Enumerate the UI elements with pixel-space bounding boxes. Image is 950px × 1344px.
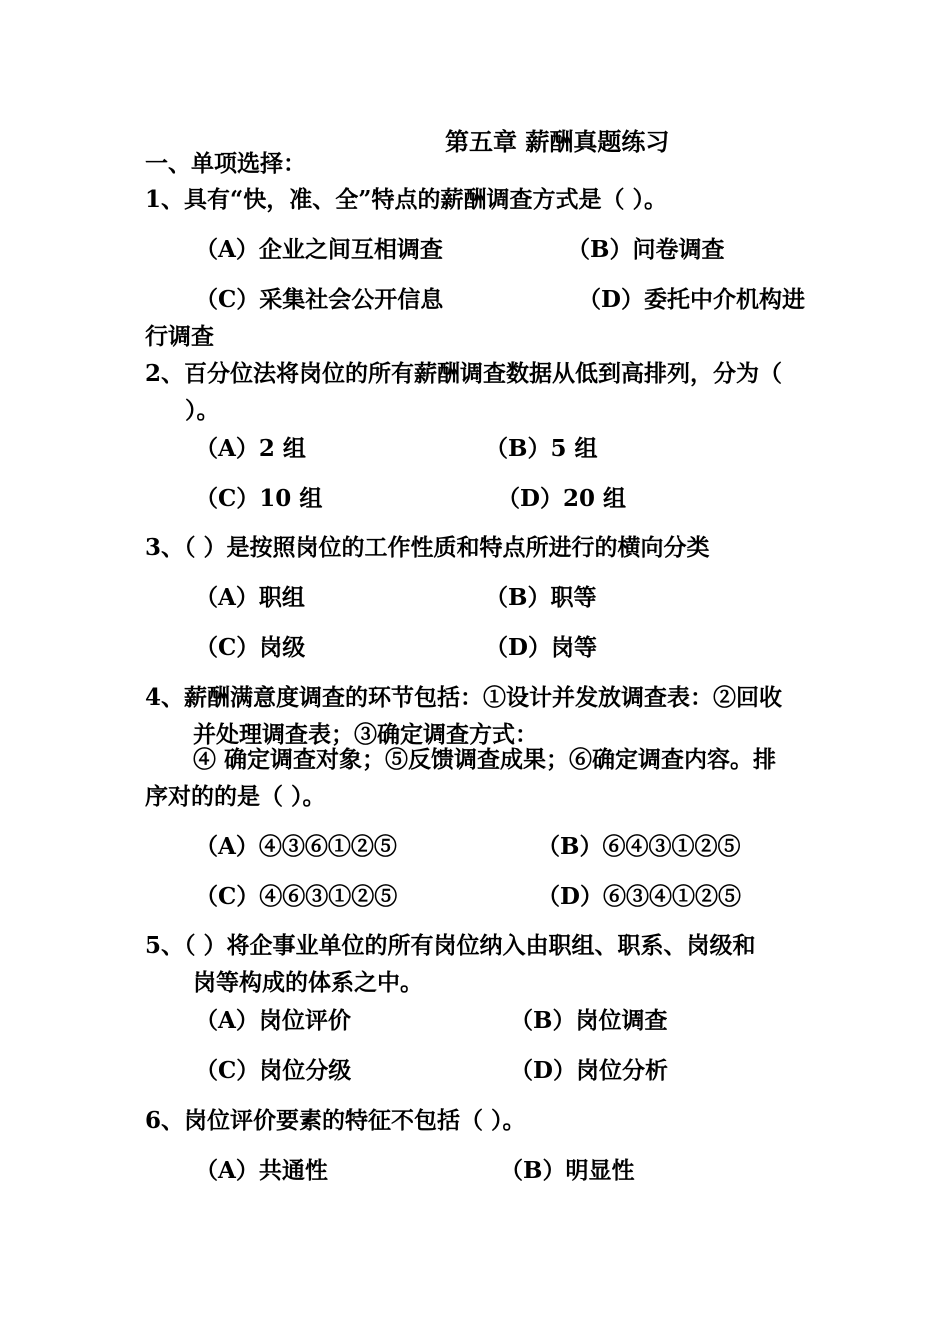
question-5-option-c: （C）岗位分级 [195, 1057, 352, 1084]
question-6-option-b: （B）明显性 [500, 1157, 635, 1184]
question-3-option-c: （C）岗级 [195, 634, 306, 661]
question-3-option-b: （B）职等 [485, 584, 597, 611]
question-4-stem-line-4: 序对的的是（ ）。 [145, 783, 326, 810]
question-6-stem: 6、岗位评价要素的特征不包括（ ）。 [145, 1107, 526, 1134]
question-4-stem-line-2: 并处理调查表；③确定调查方式： [193, 721, 538, 748]
question-2-option-c: （C）10 组 [195, 485, 323, 512]
question-4-option-c: （C）④⑥③①②⑤ [195, 883, 398, 910]
question-4-stem-line-3: ④ 确定调查对象；⑤反馈调查成果；⑥确定调查内容。排 [193, 746, 777, 773]
question-4-option-b: （B）⑥④③①②⑤ [537, 833, 741, 860]
question-3-stem: 3、（ ）是按照岗位的工作性质和特点所进行的横向分类 [145, 534, 710, 561]
section-heading: 一、单项选择： [145, 150, 306, 177]
question-1-option-c: （C）采集社会公开信息 [195, 286, 444, 313]
question-4-option-d: （D）⑥③④①②⑤ [537, 883, 741, 910]
question-5-option-d: （D）岗位分析 [510, 1057, 668, 1084]
question-1-option-d: （D）委托中介机构进 [578, 286, 805, 313]
question-1-option-b: （B）问卷调查 [567, 236, 725, 263]
question-5-stem: 5、（ ）将企事业单位的所有岗位纳入由职组、职系、岗级和 [145, 932, 756, 959]
question-3-option-a: （A）职组 [195, 584, 305, 611]
question-5-option-a: （A）岗位评价 [195, 1007, 351, 1034]
question-4-stem: 4、薪酬满意度调查的环节包括：①设计并发放调查表：②回收 [145, 684, 783, 711]
question-1-option-a: （A）企业之间互相调查 [195, 236, 443, 263]
question-6-option-a: （A）共通性 [195, 1157, 328, 1184]
question-2-stem-line-2: ）。 [185, 397, 220, 424]
question-2-option-a: （A）2 组 [195, 435, 306, 462]
question-2-option-b: （B）5 组 [485, 435, 598, 462]
question-1-stem: 1、具有“快，准、全”特点的薪酬调查方式是（ ）。 [145, 186, 667, 213]
question-5-option-b: （B）岗位调查 [510, 1007, 668, 1034]
question-2-stem: 2、百分位法将岗位的所有薪酬调查数据从低到高排列，分为（ [145, 360, 783, 387]
question-2-option-d: （D）20 组 [497, 485, 626, 512]
question-5-stem-line-2: 岗等构成的体系之中。 [193, 969, 423, 996]
question-3-option-d: （D）岗等 [485, 634, 597, 661]
page-title: 第五章 薪酬真题练习 [445, 127, 670, 156]
question-4-option-a: （A）④③⑥①②⑤ [195, 833, 397, 860]
question-1-option-d-continuation: 行调查 [145, 323, 214, 350]
